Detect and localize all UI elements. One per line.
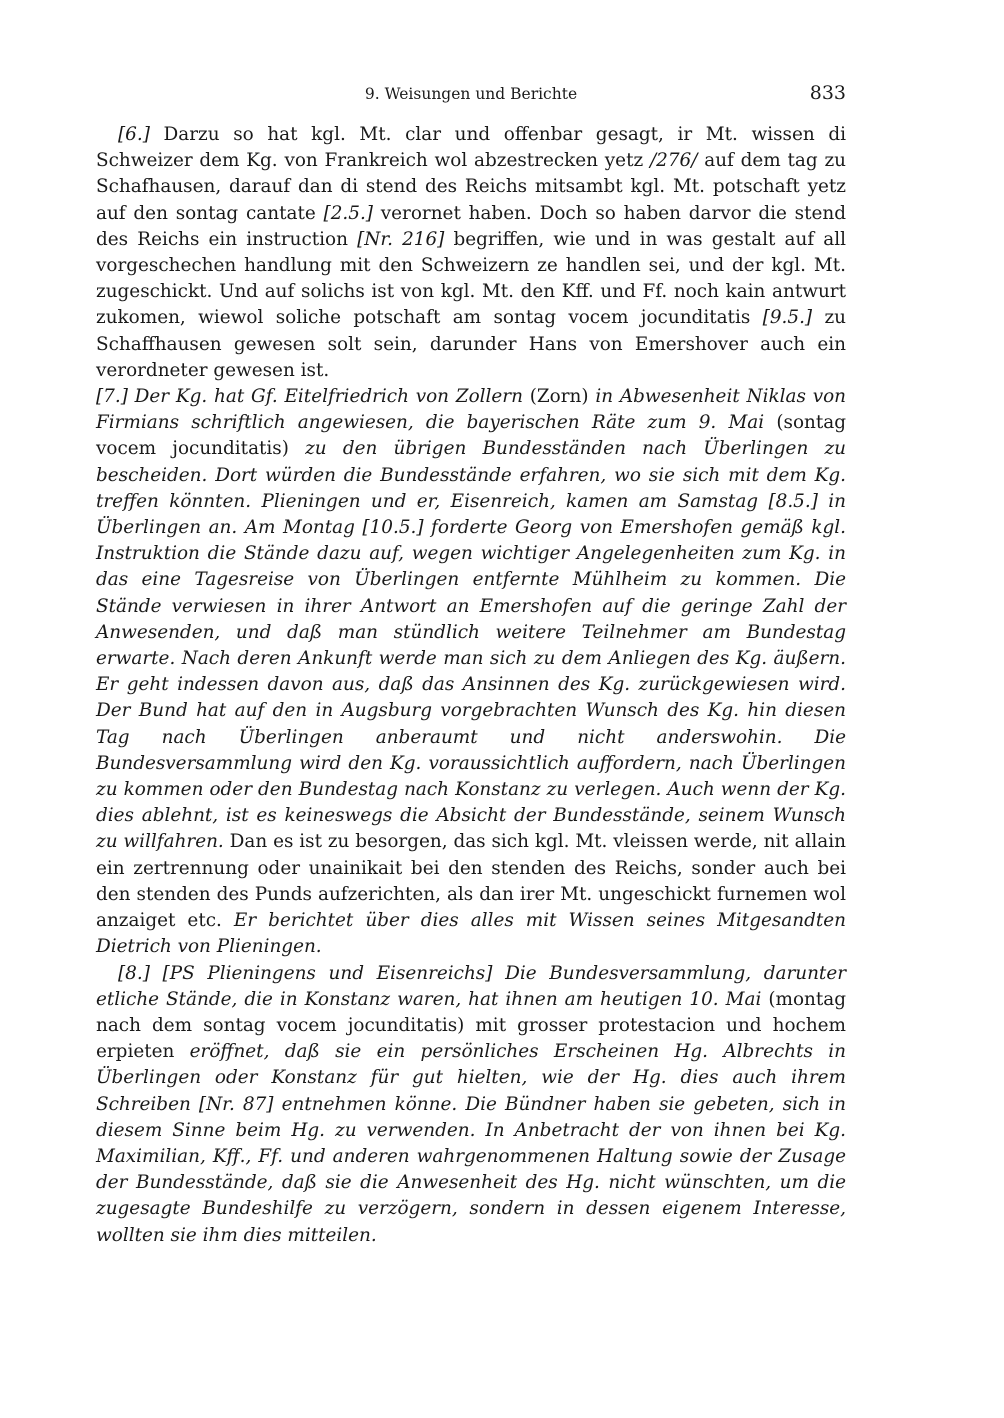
- text-segment: Dan es ist zu besorgen, das sich kgl. Mt. vleissen werde, nit allain ein zertrennung oder unainikait bei den stenden des Reichs, sonder auch bei den stenden des Punds aufzerichten, als dan irer Mt. ungeschickt furnemen wol anzaiget etc.: [96, 831, 846, 932]
- text-segment: Er berichtet über dies alles mit Wissen seines Mitgesandten Dietrich von Plieningen.: [96, 910, 846, 958]
- text-segment: [6.]: [118, 124, 150, 145]
- text-segment: [8.] [PS Plieningens und Eisenreichs] Die Bundesversammlung, darunter etliche Stände, die in Konstanz waren, hat ihnen am heutigen 10. Mai: [96, 962, 846, 1010]
- text-segment: eröffnet, daß sie ein persönliches Erscheinen Hg. Albrechts in Überlingen oder Konstanz für gut hielten, wie der Hg. dies auch ihrem Schreiben [Nr. 87] entnehmen könne. Die Bündner haben sie gebeten, sich in diesem Sinne beim Hg. zu verwenden. In Anbetracht der von ihnen bei Kg. Maximilian, Kff., Ff. und anderen wahrgenommenen Haltung sowie der Zusage der Bundesstände, daß sie die Anwesenheit des Hg. nicht wünschten, um die zugesagte Bundeshilfe zu verzögern, sondern in dessen eigenem Interesse, wollten sie ihm dies mitteilen.: [96, 1041, 846, 1246]
- paragraph-6: [96, 122, 846, 384]
- text-segment: Darzu so hat kgl. Mt. clar und offenbar gesagt, ir Mt. wissen di Schweizer dem Kg. von Frankreich wol abzestrecken yetz: [96, 124, 846, 172]
- page-header: [96, 82, 846, 106]
- paragraph-7: [96, 384, 846, 960]
- text-segment: (montag nach dem sontag vocem jocunditatis) mit grosser protestacion und hochem erpieten: [96, 988, 846, 1063]
- text-segment: (sontag vocem jocunditatis): [96, 412, 846, 460]
- text-segment: [Nr. 216]: [357, 228, 445, 250]
- text-segment: verornet haben. Doch so haben darvor die stend des Reichs ein instruction: [96, 202, 846, 250]
- body-text: [96, 122, 846, 1249]
- text-segment: (Zorn): [522, 386, 596, 408]
- paragraph-8: [96, 961, 846, 1249]
- text-segment: [7.] Der Kg. hat Gf. Eitelfriedrich von Zollern: [96, 386, 523, 408]
- text-segment: auf dem tag zu Schafhausen, darauf dan di stend des Reichs mitsambt kgl. Mt. potschaft yetz auf den sontag cantate: [96, 150, 846, 224]
- text-segment: zu den übrigen Bundesständen nach Überlingen zu bescheiden. Dort würden die Bundesstände erfahren, wo sie sich mit dem Kg. treffen könnten. Plieningen und er, Eisenreich, kamen am Samstag [8.5.] in Überlingen an. Am Montag [10.5.] forderte Georg von Emershofen gemäß kgl. Instruktion die Stände dazu auf, wegen wichtiger Angelegenheiten zum Kg. in das eine Tagesreise von Überlingen entfernte Mühlheim zu kommen. Die Stände verwiesen in ihrer Antwort an Emershofen auf die geringe Zahl der Anwesenden, und daß man stündlich weitere Teilnehmer am Bundestag erwarte. Nach deren Ankunft werde man sich zu dem Anliegen des Kg. äußern. Er geht indessen davon aus, daß das Ansinnen des Kg. zurückgewiesen wird. Der Bund hat auf den in Augsburg vorgebrachten Wunsch des Kg. hin diesen Tag nach Überlingen anberaumt und nicht anderswohin. Die Bundesversammlung wird den Kg. voraussichtlich auffordern, nach Überlingen zu kommen oder den Bundestag nach Konstanz zu verlegen. Auch wenn der Kg. dies ablehnt, ist es keineswegs die Absicht der Bundesstände, seinem Wunsch zu willfahren.: [96, 438, 846, 853]
- page-number: 833: [809, 82, 846, 104]
- text-segment: [9.5.]: [762, 307, 813, 329]
- text-segment: [2.5.]: [323, 202, 373, 224]
- text-segment: zu Schaffhausen gewesen solt sein, darunder Hans von Emershover auch ein verordneter gewesen ist.: [96, 307, 846, 381]
- text-segment: begriffen, wie und in was gestalt auf all vorgeschechen handlung mit den Schweizern ze handlen sei, und der kgl. Mt. zugeschickt. Und auf solichs ist von kgl. Mt. den Kff. und Ff. noch kain antwurt zukomen, wiewol soliche potschaft am sontag vocem jocunditatis: [96, 228, 846, 329]
- text-segment: in Abwesenheit Niklas von Firmians schriftlich angewiesen, die bayerischen Räte zum 9. Mai: [96, 386, 846, 434]
- text-segment: /276/: [649, 150, 698, 172]
- running-head: 9. Weisungen und Berichte: [364, 85, 578, 103]
